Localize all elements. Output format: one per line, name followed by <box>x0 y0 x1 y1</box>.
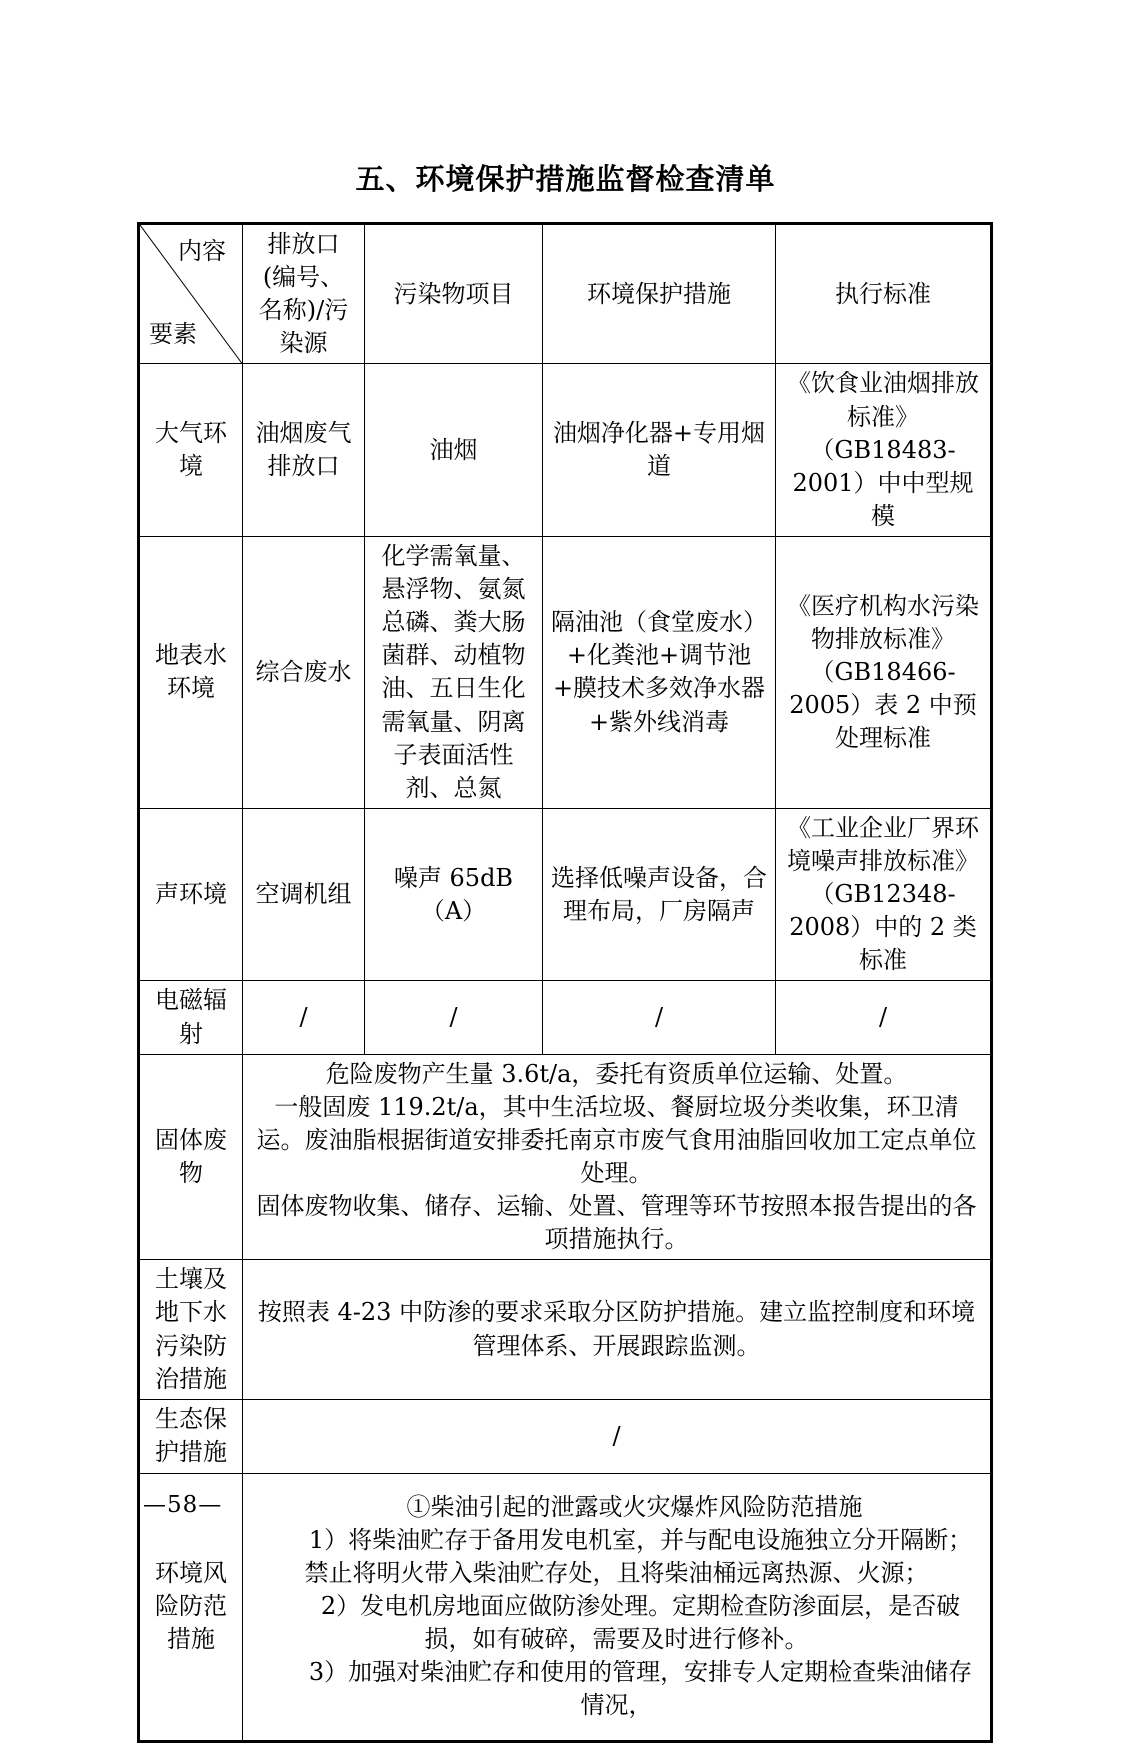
header-measure: 环境保护措施 <box>543 224 776 364</box>
emr-label: 电磁辐射 <box>139 981 243 1054</box>
water-standard: 《医疗机构水污染物排放标准》（GB18466-2005）表 2 中预处理标准 <box>776 536 992 808</box>
header-standard: 执行标准 <box>776 224 992 364</box>
emr-measure: / <box>543 981 776 1054</box>
ecology-label: 生态保护措施 <box>139 1399 243 1473</box>
solid-waste-paragraph: 危险废物产生量 3.6t/a，委托有资质单位运输、处置。 <box>325 1059 908 1088</box>
noise-outlet: 空调机组 <box>243 808 365 981</box>
air-measure: 油烟净化器+专用烟道 <box>543 364 776 537</box>
risk-paragraph: 1）将柴油贮存于备用发电机室，并与配电设施独立分开隔断；禁止将明火带入柴油贮存处，且将柴油桶远离热源、火源； <box>304 1525 973 1588</box>
emr-standard: / <box>776 981 992 1054</box>
header-row <box>139 224 992 364</box>
corner-label-content: 内容 <box>178 237 226 265</box>
row-electromagnetic-radiation <box>139 981 992 1054</box>
inspection-checklist-table <box>137 222 993 1743</box>
noise-standard: 《工业企业厂界环境噪声排放标准》（GB12348-2008）中的 2 类标准 <box>776 808 992 981</box>
risk-paragraph: 3）加强对柴油贮存和使用的管理，安排专人定期检查柴油储存情况， <box>308 1658 973 1720</box>
soil-content: 按照表 4-23 中防渗的要求采取分区防护措施。建立监控制度和环境管理体系、开展跟踪监测。 <box>243 1260 992 1399</box>
row-environmental-risk <box>139 1473 992 1741</box>
risk-label: 环境风险防范措施 <box>139 1473 243 1741</box>
noise-pollutant: 噪声 65dB（A） <box>365 808 543 981</box>
noise-label: 声环境 <box>139 808 243 981</box>
ecology-content: / <box>243 1399 992 1473</box>
risk-content <box>243 1473 992 1741</box>
corner-header-cell <box>139 224 243 364</box>
air-outlet: 油烟废气排放口 <box>243 364 365 537</box>
solid-waste-label: 固体废物 <box>139 1054 243 1260</box>
noise-measure: 选择低噪声设备，合理布局，厂房隔声 <box>543 808 776 981</box>
header-outlet: 排放口(编号、名称)/污染源 <box>243 224 365 364</box>
row-solid-waste <box>139 1054 992 1260</box>
soil-label: 土壤及地下水污染防治措施 <box>139 1260 243 1399</box>
water-measure: 隔油池（食堂废水）+化粪池+调节池+膜技术多效净水器+紫外线消毒 <box>543 536 776 808</box>
corner-label-element: 要素 <box>149 320 197 349</box>
emr-pollutant: / <box>365 981 543 1054</box>
row-soil-groundwater <box>139 1260 992 1399</box>
risk-paragraph: ①柴油引起的泄露或火灾爆炸风险防范措施 <box>406 1492 863 1521</box>
air-pollutant: 油烟 <box>365 364 543 537</box>
row-air-environment <box>139 364 992 537</box>
water-outlet: 综合废水 <box>243 536 365 808</box>
air-label: 大气环境 <box>139 364 243 537</box>
row-noise-environment <box>139 808 992 981</box>
emr-outlet: / <box>243 981 365 1054</box>
water-label: 地表水环境 <box>139 536 243 808</box>
solid-waste-content <box>243 1054 992 1260</box>
solid-waste-paragraph: 固体废物收集、储存、运输、处置、管理等环节按照本报告提出的各项措施执行。 <box>256 1192 977 1254</box>
row-surface-water <box>139 536 992 808</box>
water-pollutant: 化学需氧量、悬浮物、氨氮总磷、粪大肠菌群、动植物油、五日生化需氧量、阴离子表面活性剂、总氮 <box>365 536 543 808</box>
page-title: 五、环境保护措施监督检查清单 <box>355 162 776 196</box>
risk-paragraph: 2）发电机房地面应做防渗处理。定期检查防渗面层，是否破损，如有破碎，需要及时进行修补。 <box>320 1592 961 1654</box>
solid-waste-paragraph: 一般固废 119.2t/a，其中生活垃圾、餐厨垃圾分类收集，环卫清运。废油脂根据街道安排委托南京市废气食用油脂回收加工定点单位处理。 <box>256 1092 977 1187</box>
row-ecology-protection <box>139 1399 992 1473</box>
header-pollutant: 污染物项目 <box>365 224 543 364</box>
page-number: —58— <box>143 1492 223 1518</box>
air-standard: 《饮食业油烟排放标准》（GB18483-2001）中中型规模 <box>776 364 992 537</box>
